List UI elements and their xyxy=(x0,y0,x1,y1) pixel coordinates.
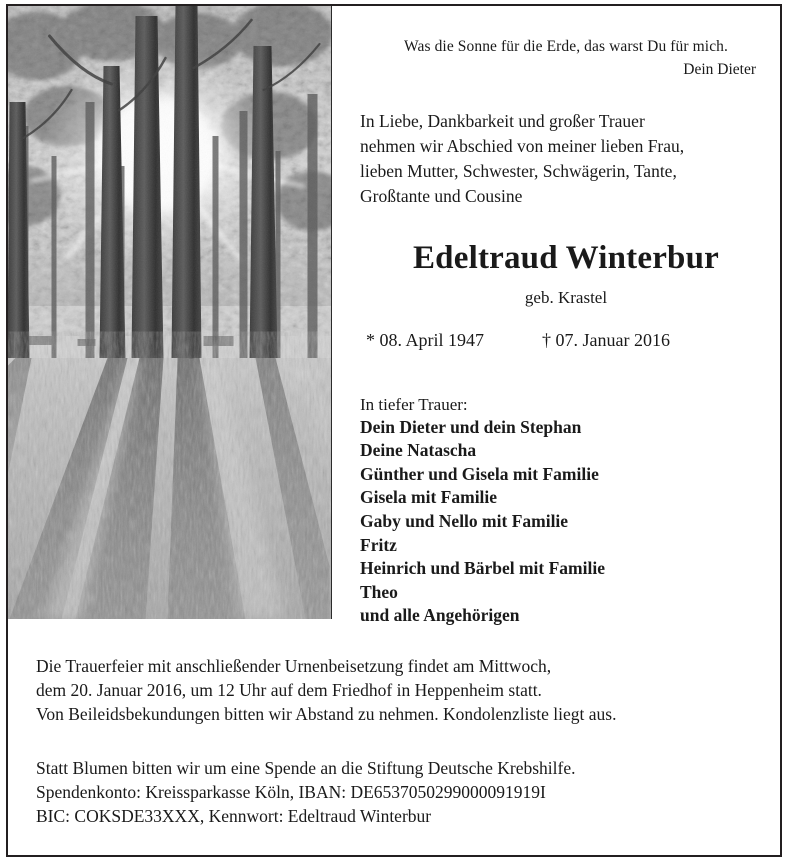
maiden-name: geb. Krastel xyxy=(524,287,608,307)
memorial-photo xyxy=(8,6,332,619)
funeral-line: Von Beileidsbekundungen bitten wir Abstand zu nehmen. Kondolenzliste liegt aus. xyxy=(36,704,617,725)
mourners-list xyxy=(360,416,772,628)
mourner-name: Heinrich und Bärbel mit Familie xyxy=(360,558,605,579)
park-scene-illustration xyxy=(8,6,331,619)
deceased-name: Edeltraud Winterbur xyxy=(412,239,720,276)
mourner-name: Günther und Gisela mit Familie xyxy=(360,463,599,484)
donation-details xyxy=(36,756,752,829)
donation-line: Spendenkonto: Kreissparkasse Köln, IBAN: DE6537050299000091919I xyxy=(36,781,546,802)
obituary-notice xyxy=(6,4,782,857)
mourner-name: Fritz xyxy=(360,534,397,555)
mourners-heading: In tiefer Trauer: xyxy=(360,394,468,414)
bottom-text-block xyxy=(36,654,752,828)
funeral-line: dem 20. Januar 2016, um 12 Uhr auf dem Friedhof in Heppenheim statt. xyxy=(36,680,542,701)
mourner-name: Gaby und Nello mit Familie xyxy=(360,510,569,531)
mourner-name: Dein Dieter und dein Stephan xyxy=(360,416,582,437)
right-text-column xyxy=(360,6,772,628)
donation-line: Statt Blumen bitten wir um eine Spende an die Stiftung Deutsche Krebshilfe. xyxy=(36,757,576,778)
mourner-name: und alle Angehörigen xyxy=(360,605,520,626)
life-dates xyxy=(360,330,772,351)
intro-text xyxy=(360,109,772,208)
funeral-line: Die Trauerfeier mit anschließender Urnenbeisetzung findet am Mittwoch, xyxy=(36,656,552,676)
mourner-name: Gisela mit Familie xyxy=(360,487,498,508)
mourner-name: Theo xyxy=(360,581,398,602)
quote-author: Dein Dieter xyxy=(683,61,756,79)
mourner-name: Deine Natascha xyxy=(360,440,477,461)
funeral-details xyxy=(36,654,752,727)
intro-line: Großtante und Cousine xyxy=(360,186,523,206)
donation-line: BIC: COKSDE33XXX, Kennwort: Edeltraud Winterbur xyxy=(36,806,432,827)
intro-line: In Liebe, Dankbarkeit und großer Trauer xyxy=(360,111,645,132)
death-date: † 07. Januar 2016 xyxy=(542,329,670,350)
intro-line: nehmen wir Abschied von meiner lieben Frau, xyxy=(360,136,685,157)
birth-date: * 08. April 1947 xyxy=(366,329,485,350)
memorial-quote: Was die Sonne für die Erde, das warst Du für mich. xyxy=(404,38,728,55)
intro-line: lieben Mutter, Schwester, Schwägerin, Tante, xyxy=(360,161,677,182)
